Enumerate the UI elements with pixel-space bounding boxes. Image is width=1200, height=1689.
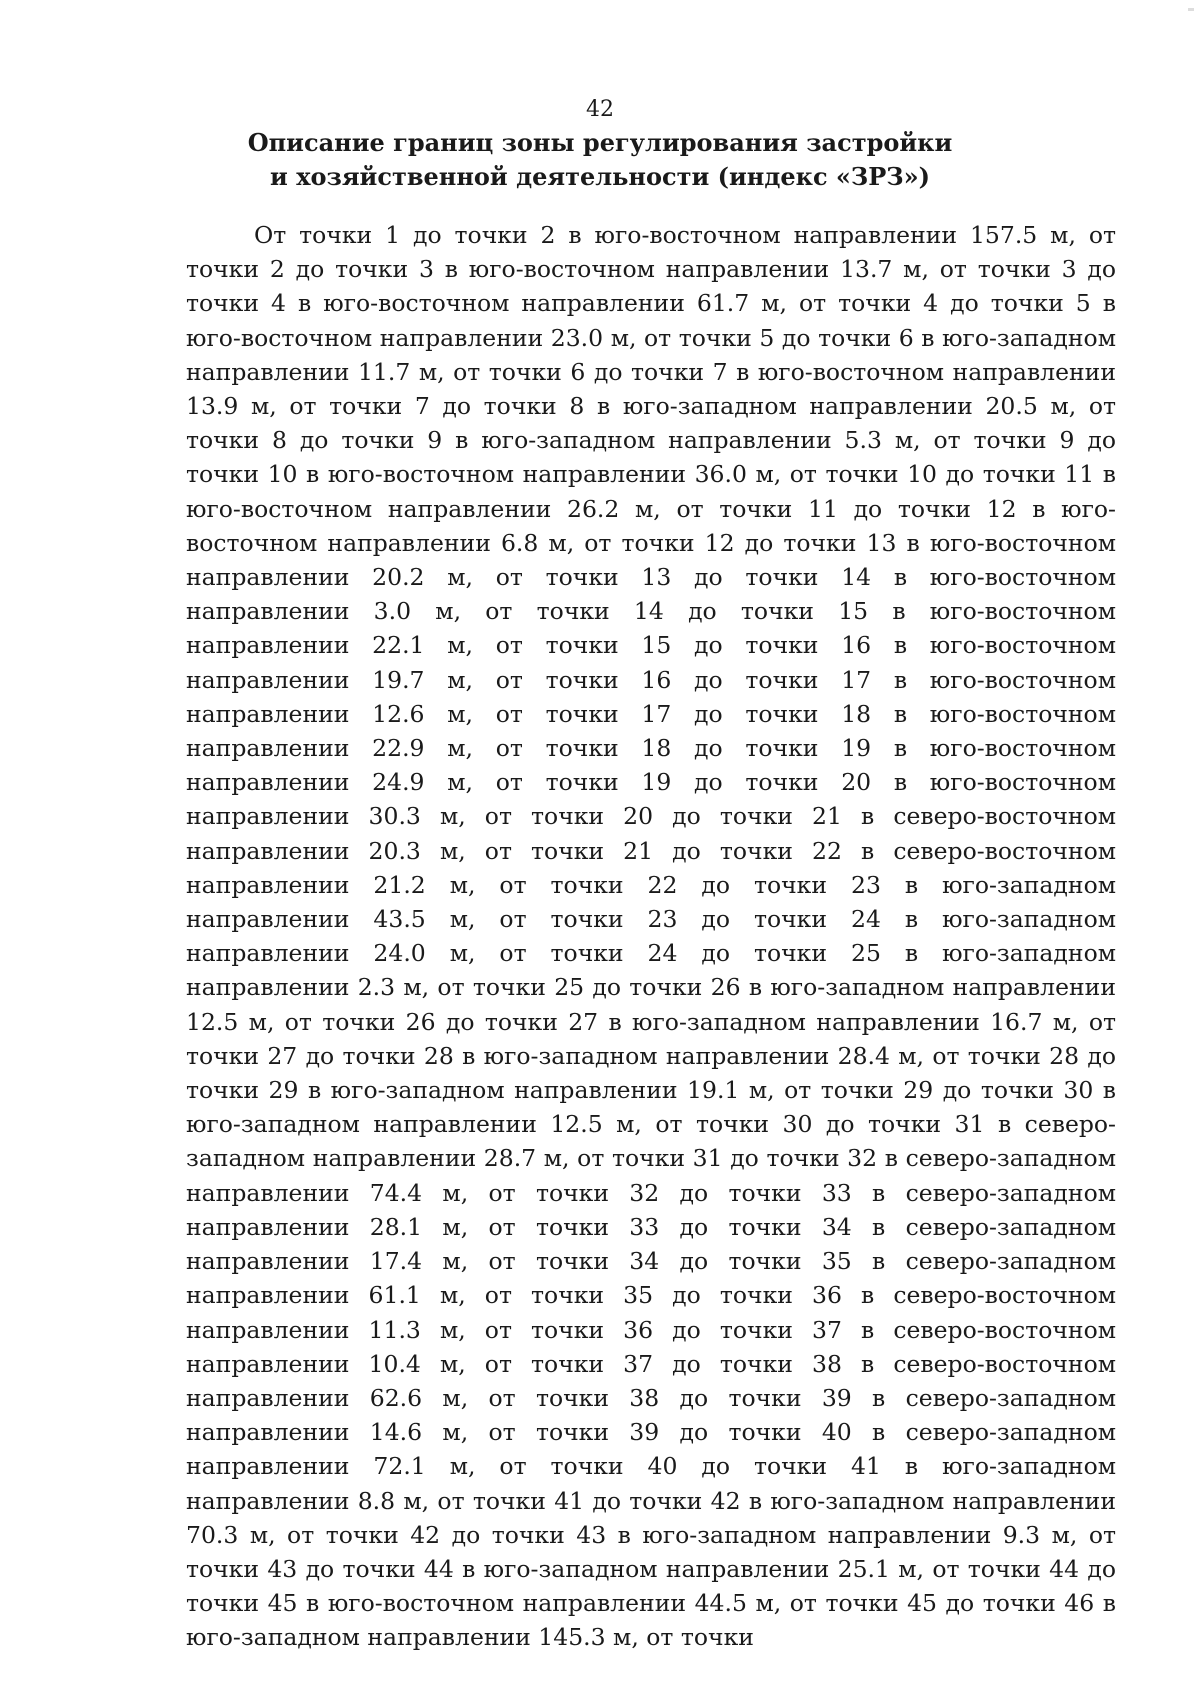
scan-artifact xyxy=(1188,8,1194,11)
page-number: 42 xyxy=(586,97,614,122)
boundary-description-paragraph: От точки 1 до точки 2 в юго-восточном направлении 157.5 м, от точки 2 до точки 3 в юго-восточном направлении 13.7 м, от точки 3 до точки 4 в юго-восточном направлении 61.7 м, от точки 4 до точки 5 в юго-восточном направлении 23.0 м, от точки 5 до точки 6 в юго-западном направлении 11.7 м, от точки 6 до точки 7 в юго-восточном направлении 13.9 м, от точки 7 до точки 8 в юго-западном направлении 20.5 м, от точки 8 до точки 9 в юго-западном направлении 5.3 м, от точки 9 до точки 10 в юго-восточном направлении 36.0 м, от точки 10 до точки 11 в юго-восточном направлении 26.2 м, от точки 11 до точки 12 в юго-восточном направлении 6.8 м, от точки 12 до точки 13 в юго-восточном направлении 20.2 м, от точки 13 до точки 14 в юго-восточном направлении 3.0 м, от точки 14 до точки 15 в юго-восточном направлении 22.1 м, от точки 15 до точки 16 в юго-восточном направлении 19.7 м, от точки 16 до точки 17 в юго-восточном направлении 12.6 м, от точки 17 до точки 18 в юго-восточном направлении 22.9 м, от точки 18 до точки 19 в юго-восточном направлении 24.9 м, от точки 19 до точки 20 в юго-восточном направлении 30.3 м, от точки 20 до точки 21 в северо-восточном направлении 20.3 м, от точки 21 до точки 22 в северо-восточном направлении 21.2 м, от точки 22 до точки 23 в юго-западном направлении 43.5 м, от точки 23 до точки 24 в юго-западном направлении 24.0 м, от точки 24 до точки 25 в юго-западном направлении 2.3 м, от точки 25 до точки 26 в юго-западном направлении 12.5 м, от точки 26 до точки 27 в юго-западном направлении 16.7 м, от точки 27 до точки 28 в юго-западном направлении 28.4 м, от точки 28 до точки 29 в юго-западном направлении 19.1 м, от точки 29 до точки 30 в юго-западном направлении 12.5 м, от точки 30 до точки 31 в северо-западном направлении 28.7 м, от точки 31 до точки 32 в северо-западном направлении 74.4 м, от точки 32 до точки 33 в северо-западном направлении 28.1 м, от точки 33 до точки 34 в северо-западном направлении 17.4 м, от точки 34 до точки 35 в северо-западном направлении 61.1 м, от точки 35 до точки 36 в северо-восточном направлении 11.3 м, от точки 36 до точки 37 в северо-восточном направлении 10.4 м, от точки 37 до точки 38 в северо-восточном направлении 62.6 м, от точки 38 до точки 39 в северо-западном направлении 14.6 м, от точки 39 до точки 40 в северо-западном направлении 72.1 м, от точки 40 до точки 41 в юго-западном направлении 8.8 м, от точки 41 до точки 42 в юго-западном направлении 70.3 м, от точки 42 до точки 43 в юго-западном направлении 9.3 м, от точки 43 до точки 44 в юго-западном направлении 25.1 м, от точки 44 до точки 45 в юго-восточном направлении 44.5 м, от точки 45 до точки 46 в юго-западном направлении 145.3 м, от точки xyxy=(186,221,1116,1652)
title-line-1: Описание границ зоны регулирования застройки xyxy=(247,128,953,157)
page-title xyxy=(180,126,1020,194)
title-line-2: и хозяйственной деятельности (индекс «ЗРЗ») xyxy=(270,162,930,191)
